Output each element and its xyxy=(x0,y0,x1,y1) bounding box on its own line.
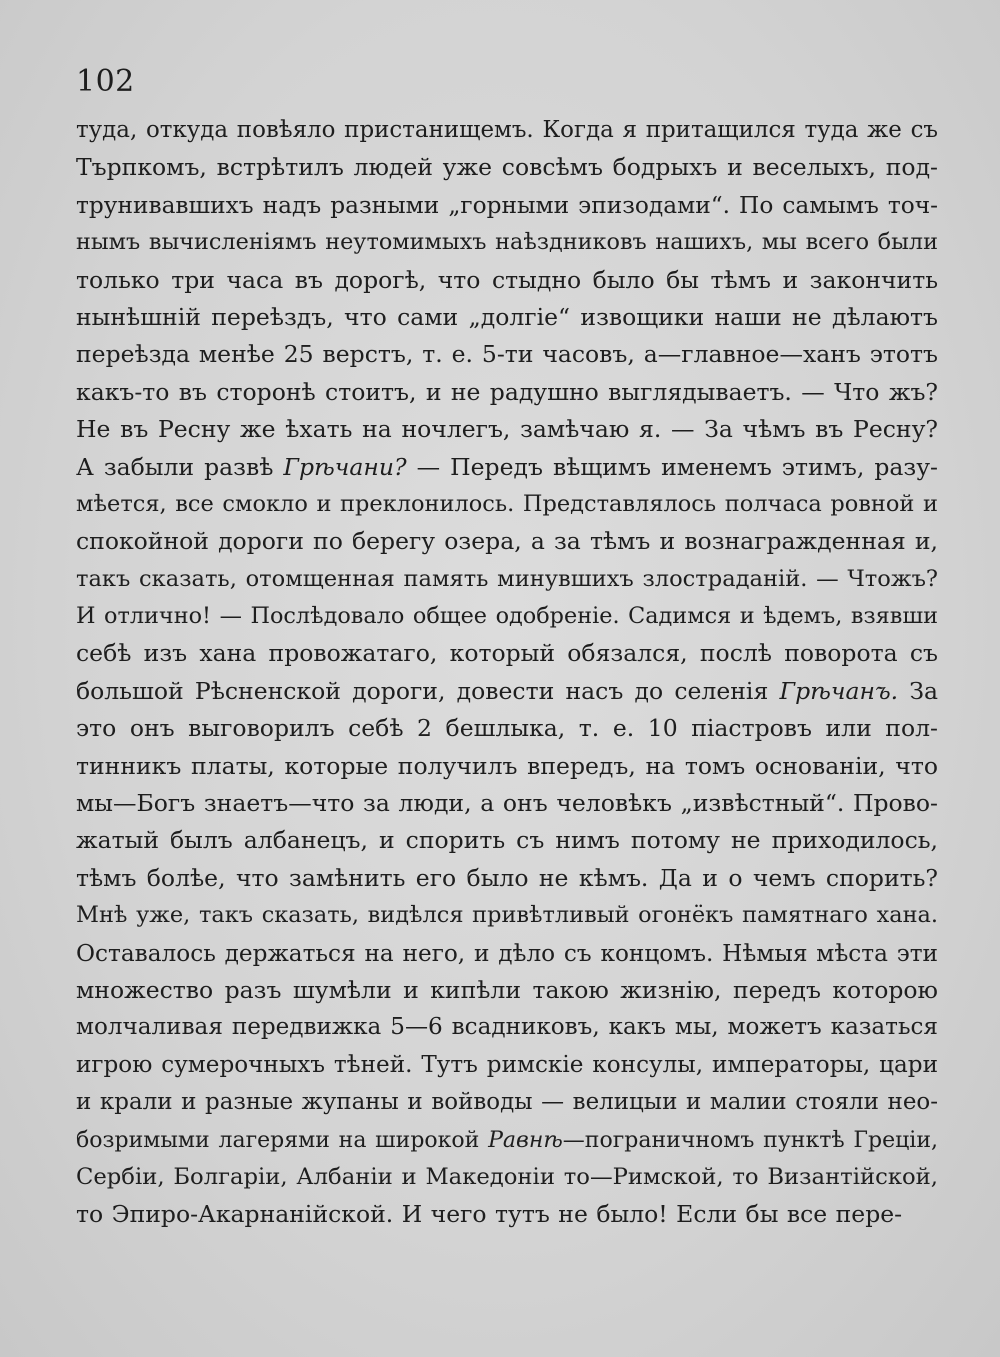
text-line xyxy=(76,336,938,373)
text-line xyxy=(76,1196,938,1233)
text-segment: нымъ вычисленіямъ неутомимыхъ наѣздниковъ нашихъ, мы всего были xyxy=(76,229,938,256)
text-line xyxy=(76,935,938,972)
text-segment: нынѣшній переѣздъ, что сами „долгіе“ извощики наши не дѣлаютъ xyxy=(76,302,938,331)
text-segment: множество разъ шумѣли и кипѣли такою жизнію, передъ которою xyxy=(76,975,938,1004)
text-line xyxy=(76,710,938,747)
body-text xyxy=(76,112,938,1234)
italic-place-name: Равнѣ xyxy=(488,1127,563,1153)
text-line xyxy=(76,1084,938,1121)
text-segment: переѣзда менѣе 25 верстъ, т. е. 5-ти часовъ, а—главное—ханъ этотъ xyxy=(76,340,938,369)
text-line xyxy=(76,822,938,859)
text-segment: спокойной дороги по берегу озера, а за тѣмъ и вознагражденная и, xyxy=(76,527,938,556)
text-segment: жатый былъ албанецъ, и спорить съ нимъ потому не приходилось, xyxy=(76,826,938,855)
italic-place-name: Грѣчанъ. xyxy=(779,676,899,705)
text-line xyxy=(76,262,938,299)
italic-place-name: Грѣчани? xyxy=(283,452,407,481)
text-segment: мѣется, все смокло и преклонилось. Представлялось полчаса ровной и xyxy=(76,490,938,517)
text-segment: бозримыми лагерями на широкой xyxy=(76,1127,489,1153)
text-segment: игрою сумерочныхъ тѣней. Тутъ римскіе консулы, императоры, цари xyxy=(76,1051,938,1078)
text-segment: тѣмъ болѣе, что замѣнить его было не кѣмъ. Да и о чемъ спорить? xyxy=(76,863,938,892)
text-segment: это онъ выговорилъ себѣ 2 бешлыка, т. е. 10 піастровъ или пол- xyxy=(76,714,938,743)
text-segment: И отлично! — Послѣдовало общее одобреніе. Садимся и ѣдемъ, взявши xyxy=(76,603,938,630)
text-line xyxy=(76,449,938,486)
text-segment: —пограничномъ пунктѣ Греціи, xyxy=(562,1127,938,1153)
text-segment: Оставалось держаться на него, и дѣло съ концомъ. Нѣмыя мѣста эти xyxy=(76,939,938,967)
text-segment: За xyxy=(898,676,938,705)
text-line xyxy=(76,635,938,672)
text-line xyxy=(76,561,938,598)
text-segment: Мнѣ уже, такъ сказать, видѣлся привѣтливый огонёкъ памятнаго хана. xyxy=(76,902,938,929)
text-line xyxy=(76,224,938,261)
text-segment: такъ сказать, отомщенная память минувшихъ злостраданій. — Чтожъ? xyxy=(76,565,938,592)
text-line xyxy=(76,1122,938,1159)
text-line xyxy=(76,748,938,785)
text-segment: — Передъ вѣщимъ именемъ этимъ, разу- xyxy=(406,452,938,481)
text-line xyxy=(76,673,938,710)
text-line xyxy=(76,486,938,523)
page-number: 102 xyxy=(76,64,135,99)
text-line xyxy=(76,598,938,635)
text-segment: себѣ изъ хана провожатаго, который обязался, послѣ поворота съ xyxy=(76,639,938,668)
text-line xyxy=(76,1009,938,1046)
text-segment: трунивавшихъ надъ разными „горными эпизодами“. По самымъ точ- xyxy=(76,191,938,219)
text-line xyxy=(76,299,938,336)
text-segment: только три часа въ дорогѣ, что стыдно было бы тѣмъ и закончить xyxy=(76,265,938,294)
text-line xyxy=(76,785,938,822)
text-line xyxy=(76,112,938,149)
text-line xyxy=(76,1047,938,1084)
text-segment: Търпкомъ, встрѣтилъ людей уже совсѣмъ бодрыхъ и веселыхъ, под- xyxy=(76,153,938,182)
text-segment: большой Рѣсненской дороги, довести насъ до селенія xyxy=(76,676,780,705)
text-segment: туда, откуда повѣяло пристанищемъ. Когда я притащился туда же съ xyxy=(76,117,938,143)
text-line xyxy=(76,374,938,411)
text-line xyxy=(76,860,938,897)
text-line xyxy=(76,411,938,448)
text-segment: А забыли развѣ xyxy=(76,452,284,481)
text-segment: какъ-то въ сторонѣ стоитъ, и не радушно выглядываетъ. — Что жъ? xyxy=(76,377,938,406)
text-segment: и крали и разные жупаны и войводы — велицыи и малии стояли нео- xyxy=(76,1089,938,1116)
text-segment: Не въ Ресну же ѣхать на ночлегъ, замѣчаю я. — За чѣмъ въ Ресну? xyxy=(76,415,938,444)
text-line xyxy=(76,187,938,224)
text-segment: Сербіи, Болгаріи, Албаніи и Македоніи то—Римской, то Византійской, xyxy=(76,1163,938,1190)
text-line xyxy=(76,1159,938,1196)
text-line xyxy=(76,149,938,186)
text-segment: мы—Богъ знаетъ—что за люди, а онъ человѣкъ „извѣстный“. Прово- xyxy=(76,789,938,818)
text-segment: то Эпиро-Акарнанійской. И чего тутъ не было! Если бы все пере- xyxy=(76,1200,903,1229)
text-line xyxy=(76,972,938,1009)
text-line xyxy=(76,523,938,560)
text-segment: молчаливая передвижка 5—6 всадниковъ, какъ мы, можетъ казаться xyxy=(76,1014,938,1041)
text-segment: тинникъ платы, которые получилъ впередъ, на томъ основаніи, что xyxy=(76,751,938,780)
text-line xyxy=(76,897,938,934)
